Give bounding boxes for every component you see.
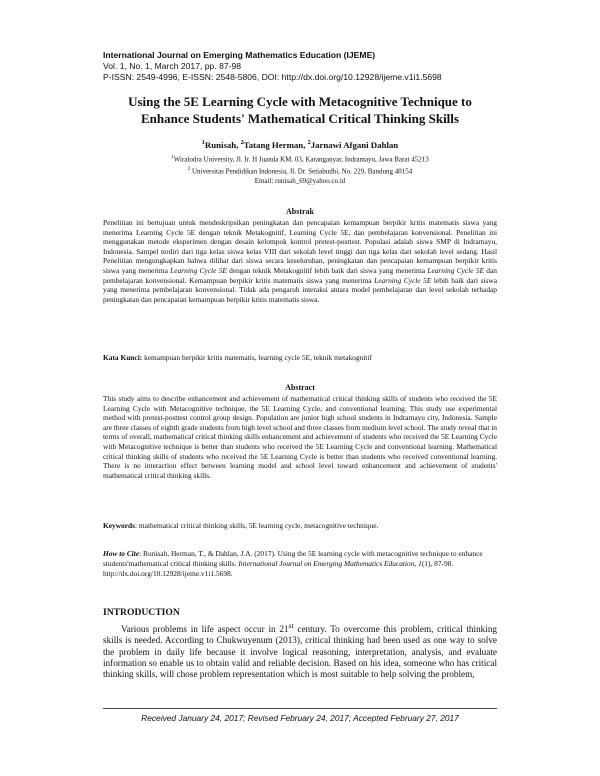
journal-name: International Journal on Emerging Mathematics Education (IJEME) [103, 50, 376, 60]
citation-text-2: (1), 87-98. http://dx.doi.org/10.12928/ijeme.v1i1.5698. [103, 558, 454, 578]
issn-doi-line: P-ISSN: 2549-4996, E-ISSN: 2548-5806, DOI: http://dx.doi.org/10.12928/ijeme.v1i1.5698 [103, 72, 442, 82]
kata-kunci [103, 353, 497, 362]
citation-journal: International Journal on Emerging Mathematics Education, 1 [238, 558, 422, 568]
abstrak-text-2: dengan teknik Metakognitif lebih baik dari siswa yang menerima [226, 265, 428, 275]
title-line-1: Using the 5E Learning Cycle with Metacognitive Technique to [128, 94, 472, 109]
author-3: Jarnawi Afgani Dahlan [310, 140, 399, 150]
title-line-2: Enhance Students' Mathematical Critical Thinking Skills [141, 111, 459, 126]
introduction-heading: INTRODUCTION [103, 607, 180, 618]
author-email: Email: runisah_69@yahoo.co.id [254, 176, 346, 185]
journal-header [103, 50, 442, 83]
keywords-text: : mathematical critical thinking skills, 5E learning cycle, metacognitive technique. [135, 521, 379, 530]
affiliation-2-text: Universitas Pendidikan Indonesia, Jl. Dr. Setiabudhi, No. 229, Bandung 40154 [191, 167, 413, 176]
keywords [103, 521, 497, 530]
author-2-superscript: 2 [240, 140, 244, 147]
abstrak-text-4: lebih baik dari siswa yang menerima pembelajaran konvensional. Tidak ada pengaruh interaksi antara model pembelajaran dan level sekolah terhadap peningkatan dan pencapaian kemampuan berpikir kritis matematis siswa. [103, 275, 497, 304]
abstrak-body [103, 218, 497, 304]
abstract-heading: Abstract [285, 383, 315, 392]
paper-title [60, 93, 540, 127]
author-1: Runisah, [204, 140, 241, 150]
affiliation-1-superscript: 1 [171, 155, 174, 160]
kata-kunci-label: Kata Kunci: [103, 353, 143, 362]
intro-text-b: century. To overcome this problem, critical thinking skills is needed. According to Chukwuyenum (2013), critical thinking had been used as one way to solve the problem in daily life because it involve logical reasoning, interpretation, analysis, and evaluate information so enable us to obtain valid and reliable decision. Based on his idea, someone who has critical thinking skills, will chose problem representation which is most suitable to help solving the problem, [103, 624, 498, 680]
volume-line: Vol. 1, No. 1, March 2017, pp. 87-98 [103, 61, 242, 71]
abstrak-text-1: Penelitian ini bertujuan untuk mendeskripsikan peningkatan dan pencapaian kemampuan berpikir kritis matematis siswa yang menerima Learning Cycle 5E dengan teknik Metakognitif, Learning Cycle 5E, dan pembelajaran konvensional. Penelitian ini menggunakan metode eksperimen dengan desain kelompok kontrol pretest-posttest. Populasi adalah siswa SMP di Indramayu, Indonesia. Sampel terdiri dari tiga kelas siswa kelas VIII dari sekolah level tinggi dan tiga kelas dari sekolah level sedang. Hasil Penelitian mengungkapkan bahwa dilihat dari siswa secara keseluruhan, peningkatan dan pencapaian kemampuan berpikir kritis siswa yang menerima [103, 218, 497, 275]
kata-kunci-text: kemampuan berpikir kritis matematis, learning cycle 5E, teknik metakognitif [142, 353, 372, 362]
abstrak-text-3: dan pembelajaran konvensional. Kemampuan berpikir kritis matematis siswa yang menerima [103, 265, 497, 285]
how-to-cite [103, 549, 497, 578]
affiliation-1-text: Wiralodra University, Jl. Ir. H Juanda KM. 03, Karanganyar, Indramayu, Jawa Barat 45213 [173, 155, 429, 164]
abstrak-italic-2: Learning Cycle 5E [427, 265, 485, 275]
abstrak-heading: Abstrak [285, 207, 314, 216]
intro-text-a: Various problems in life aspect occur in 21 [121, 624, 289, 635]
author-3-superscript: 2 [307, 140, 311, 147]
abstrak-italic-1: Learning Cycle 5E [170, 265, 227, 275]
author-list [60, 140, 540, 150]
citation-text-1: : Runisah, Herman, T., & Dahlan, J.A. (2017). Using the 5E learning cycle with metacognitive technique to enhance students'mathematical critical thinking skills. [103, 549, 483, 568]
affiliation-2 [60, 165, 540, 177]
introduction-paragraph [103, 620, 497, 681]
author-1-superscript: 1 [201, 140, 205, 147]
intro-superscript: st [288, 621, 294, 630]
affiliation-1 [60, 153, 540, 165]
affiliations [60, 153, 540, 186]
abstrak-italic-3: Learning Cycle 5E [374, 275, 432, 285]
keywords-label: Keywords [103, 521, 136, 530]
received-dates-footer: Received January 24, 2017; Revised February 24, 2017; Accepted February 27, 2017 [141, 713, 459, 723]
footer-divider [103, 708, 497, 709]
how-to-cite-label: How to Cite [103, 549, 140, 558]
abstract-body: This study aims to describe enhancement and achievement of mathematical critical thinking skills of students who received the 5E Learning Cycle with Metacognitive technique, the 5E Learning Cycle, and conventional learning. This study use experimental method with pretest-posttest control group design. Population are junior high school students in Indramayu city, Indonesia. Sample are three classes of eighth grade students from high level school and three classes from medium level school. The study reveal that in terms of overall, mathematical critical thinking skills enhancement and achievement of students who received the 5E Learning Cycle with Metacognitive technique is better than students who received the 5E Learning Cycle and conventional learning. Mathematical critical thinking skills of students who received the 5E Learning Cycle is better than students who received conventional learning. There is no interaction effect between learning model and school level toward enhancement and achievement of students' mathematical critical thinking skills. [103, 394, 497, 480]
affiliation-2-superscript: 2 [187, 166, 191, 172]
author-2: Tatang Herman, [243, 140, 308, 150]
